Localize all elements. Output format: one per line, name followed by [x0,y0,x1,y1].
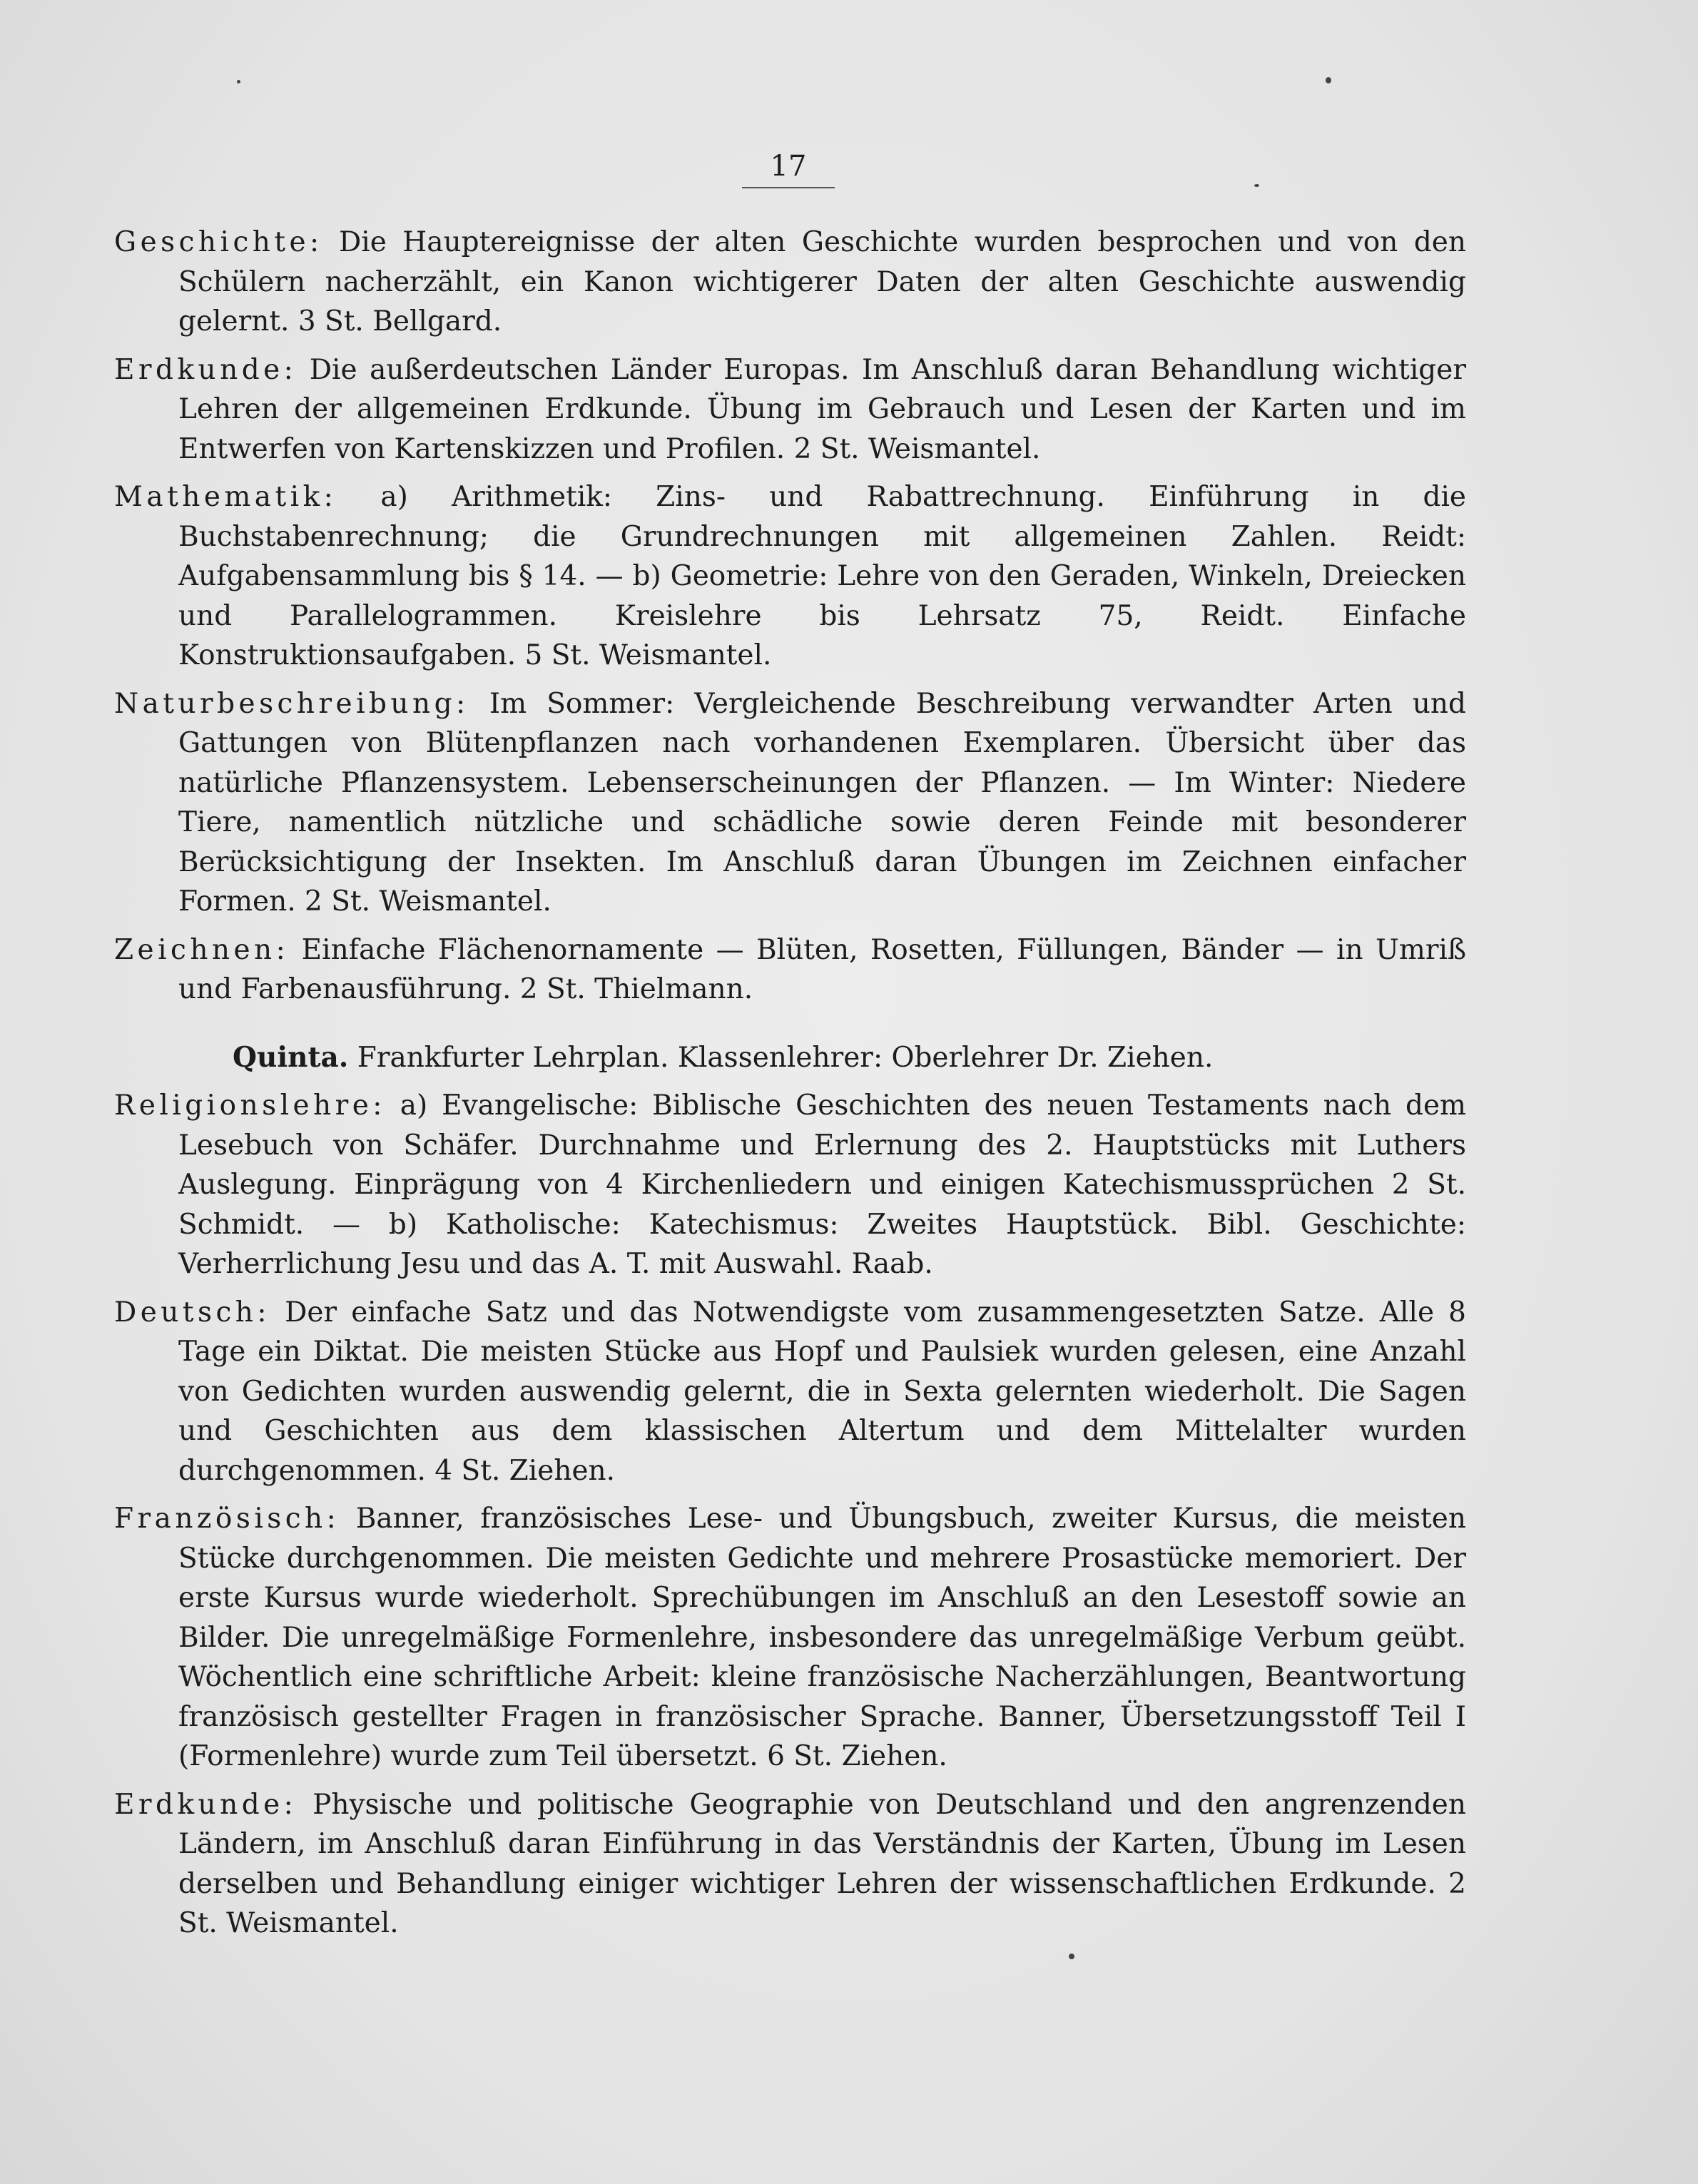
section-text: a) Evangelische: Biblische Geschichten des neuen Testaments nach dem Lesebuch von Schäfer. Durchnahme und Erlernung des 2. Hauptstücks mit Luthers Auslegung. Einprägung von 4 Kirchenliedern und einigen Katechismussprüchen 2 St. Schmidt. — b) Katholische: Katechismus: Zweites Hauptstück. Bibl. Geschichte: Verherrlichung Jesu und das A. T. mit Auswahl. Raab. [178,1090,1467,1280]
section-text: a) Arithmetik: Zins- und Rabattrechnung. Einführung in die Buchstabenrechnung; die Grundrechnungen mit allgemeinen Zahlen. Reidt: Aufgabensammlung bis § 14. — b) Geometrie: Lehre von den Geraden, Winkeln, Dreiecken und Parallelogrammen. Kreislehre bis Lehrsatz 75, Reidt. Einfache Konstruktionsaufgaben. 5 St. Weismantel. [178,481,1466,671]
section-religionslehre [114,1086,1466,1284]
section-text: Die Hauptereignisse der alten Geschichte wurden besprochen und von den Schülern nacherzählt, ein Kanon wichtigerer Daten der alten Geschichte auswendig gelernt. 3 St. Bellgard. [178,226,1466,337]
section-naturbeschreibung [114,684,1466,922]
section-geschichte [114,223,1466,342]
speck [237,80,240,83]
subject-label: Erdkunde: [114,353,298,386]
class-heading-text: Frankfurter Lehrplan. Klassenlehrer: Oberlehrer Dr. Ziehen. [357,1041,1214,1074]
section-text: Die außerdeutschen Länder Europas. Im Anschluß daran Behandlung wichtiger Lehren der allgemeinen Erdkunde. Übung im Gebrauch und Lesen der Karten und im Entwerfen von Kartenskizzen und Profilen. 2 St. Weismantel. [178,353,1466,465]
section-mathematik [114,477,1466,676]
speck [1326,77,1331,83]
section-zeichnen [114,930,1466,1010]
section-text: Einfache Flächenornamente — Blüten, Rosetten, Füllungen, Bänder — in Umriß und Farbenausführung. 2 St. Thielmann. [178,933,1466,1005]
subject-label: Erdkunde: [114,1788,298,1821]
class-name: Quinta. [233,1040,349,1074]
speck [1069,1954,1074,1959]
page-body [114,223,1466,1952]
subject-label: Naturbeschreibung: [114,687,469,720]
page-number: 17 [742,148,835,188]
section-franzoesisch [114,1499,1466,1777]
subject-label: Mathematik: [114,481,337,513]
section-erdkunde-quinta [114,1785,1466,1944]
subject-label: Geschichte: [114,226,323,258]
section-text: Im Sommer: Vergleichende Beschreibung verwandter Arten und Gattungen von Blütenpflanzen nach vorhandenen Exemplaren. Übersicht über das natürliche Pflanzensystem. Lebenserscheinungen der Pflanzen. — Im Winter: Niedere Tiere, namentlich nützliche und schädliche sowie deren Feinde mit besonderer Berücksichtigung der Insekten. Im Anschluß daran Übungen im Zeichnen einfacher Formen. 2 St. Weismantel. [178,687,1466,918]
speck [1254,184,1259,187]
class-heading [233,1038,1466,1078]
subject-label: Deutsch: [114,1296,270,1329]
subject-label: Religionslehre: [114,1090,386,1122]
section-text: Der einfache Satz und das Notwendigste vom zusammengesetzten Satze. Alle 8 Tage ein Diktat. Die meisten Stücke aus Hopf und Paulsiek wurden gelesen, eine Anzahl von Gedichten wurden auswendig gelernt, die in Sexta gelernten wiederholt. Die Sagen und Geschichten aus dem klassischen Altertum und dem Mittelalter wurden durchgenommen. 4 St. Ziehen. [178,1296,1466,1487]
section-deutsch [114,1293,1466,1491]
section-erdkunde [114,350,1466,469]
subject-label: Zeichnen: [114,933,290,966]
section-text: Banner, französisches Lese- und Übungsbuch, zweiter Kursus, die meisten Stücke durchgenommen. Die meisten Gedichte und mehrere Prosastücke memoriert. Der erste Kursus wurde wiederholt. Sprechübungen im Anschluß an den Lesestoff sowie an Bilder. Die unregelmäßige Formenlehre, insbesondere das unregelmäßige Verbum geübt. Wöchentlich eine schriftliche Arbeit: kleine französische Nacherzählungen, Beantwortung französisch gestellter Fragen in französischer Sprache. Banner, Übersetzungsstoff Teil I (Formenlehre) wurde zum Teil übersetzt. 6 St. Ziehen. [178,1503,1466,1772]
section-text: Physische und politische Geographie von Deutschland und den angrenzenden Ländern, im Anschluß daran Einführung in das Verständnis der Karten, Übung im Lesen derselben und Behandlung einiger wichtiger Lehren der wissenschaftlichen Erdkunde. 2 St. Weismantel. [178,1788,1467,1939]
subject-label: Französisch: [114,1503,340,1535]
